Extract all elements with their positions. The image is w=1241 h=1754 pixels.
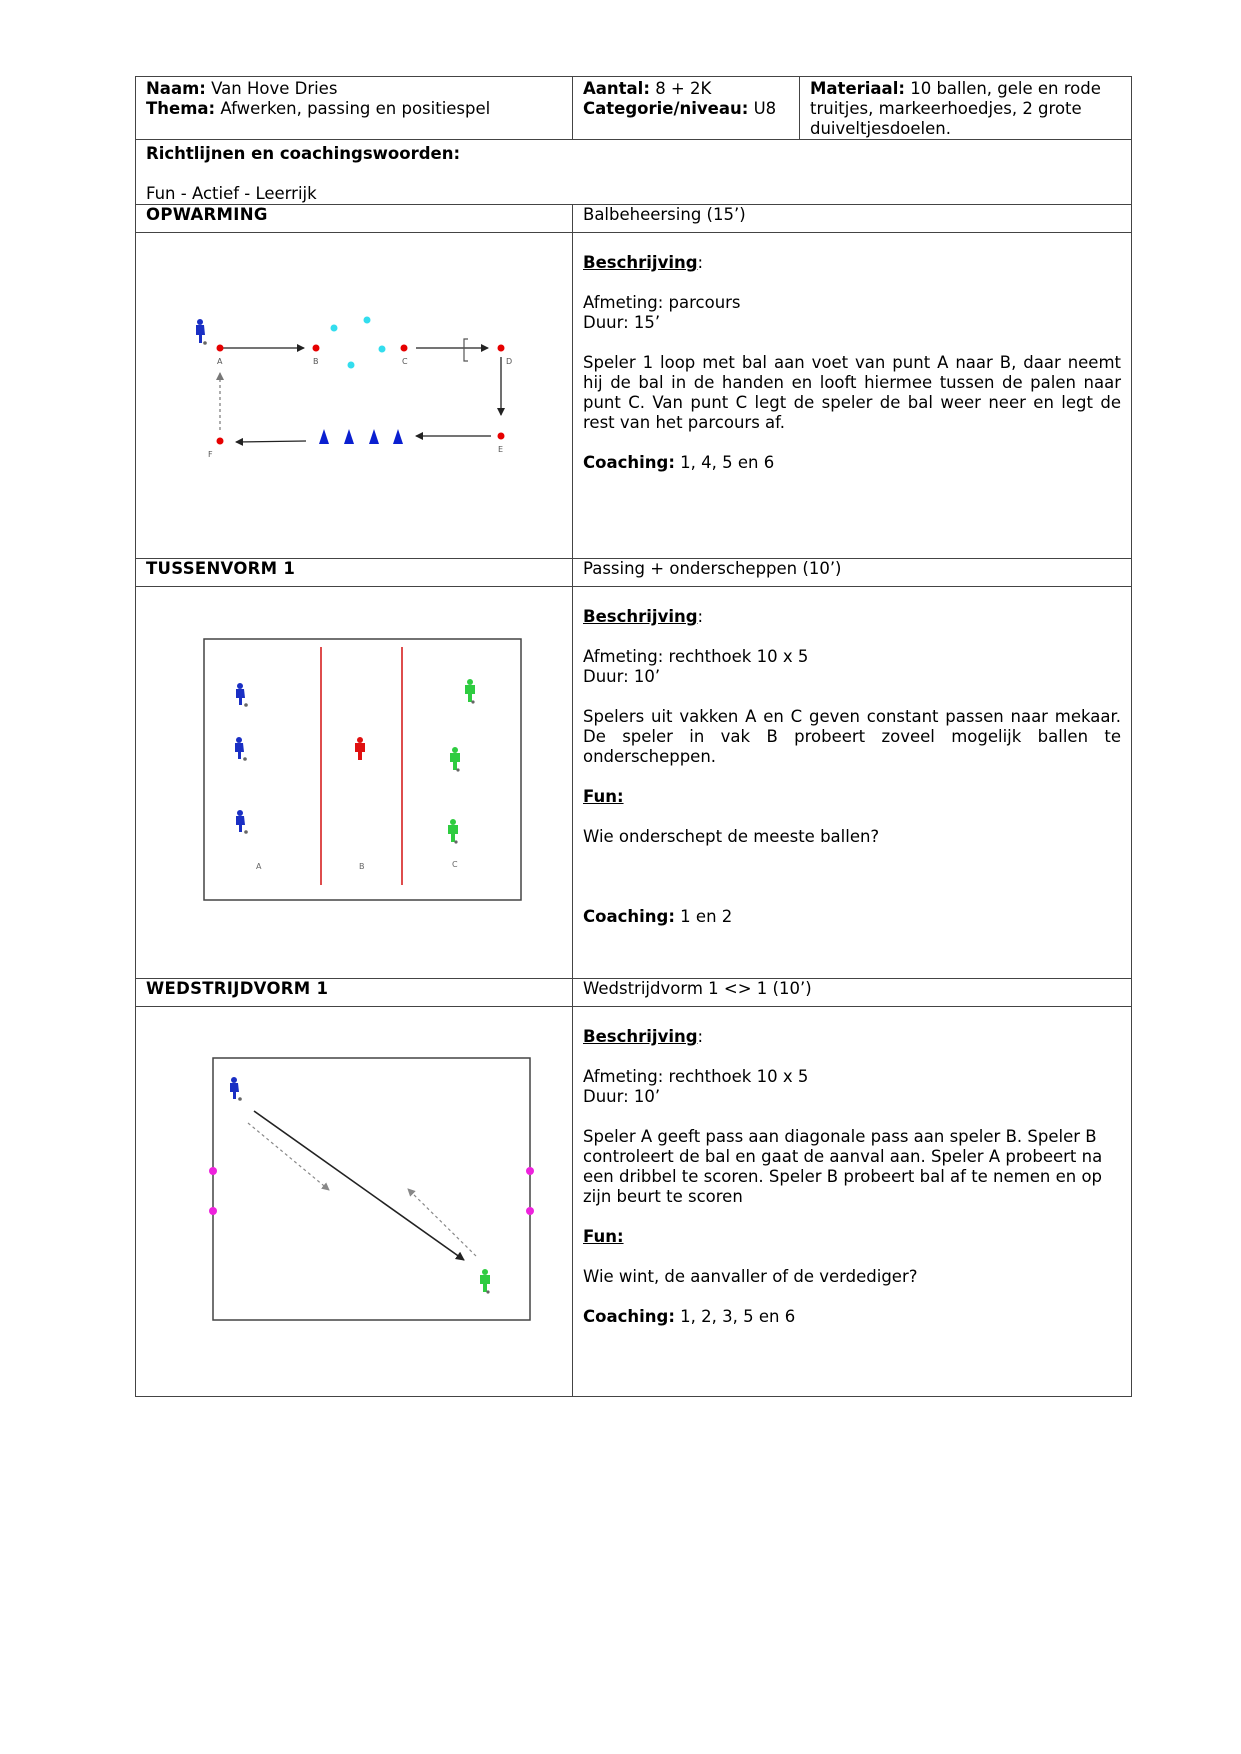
wedstrijdvorm-body-row [136, 1007, 1132, 1397]
tussenvorm-diagram [146, 587, 583, 978]
route-arrow-cones-f [236, 441, 306, 442]
wedstrijdvorm-diagram [146, 1007, 583, 1396]
naam-label: Naam: [146, 79, 206, 98]
categorie-label: Categorie/niveau: [583, 99, 749, 118]
red-marker-d [498, 345, 505, 352]
tussenvorm-text: Spelers uit vakken A en C geven constant passen naar mekaar. De speler in vak B probeert zoveel mogelijk ballen te onderscheppen. [583, 707, 1121, 766]
tussenvorm-fun-label: Fun: [583, 787, 624, 806]
opwarming-header-row [136, 205, 1132, 233]
point-label-f: F [208, 450, 213, 459]
tussenvorm-header-row [136, 559, 1132, 587]
wedstrijdvorm-coaching-value: 1, 2, 3, 5 en 6 [680, 1307, 796, 1326]
naam-line [146, 79, 562, 99]
thema-line [146, 99, 562, 119]
header-materiaal-cell [800, 77, 1132, 140]
cone-icon [319, 429, 329, 444]
cyan-pole-icon [331, 325, 338, 332]
materiaal-value: 10 ballen, gele en rode truitjes, markeerhoedjes, 2 grote duiveltjesdoelen. [810, 79, 1101, 138]
red-marker-b [313, 345, 320, 352]
green-player-icon [448, 819, 458, 844]
dribble-arrow-b [408, 1189, 476, 1256]
opwarming-beschrijving-label: Beschrijving [583, 253, 698, 272]
blue-player-icon [236, 683, 248, 707]
wedstrijdvorm-subtitle: Wedstrijdvorm 1 <> 1 (10’) [573, 979, 1132, 1007]
guidelines-title: Richtlijnen en coachingswoorden: [146, 144, 461, 163]
cone-icon [344, 429, 354, 444]
tussenvorm-diagram-cell [136, 587, 573, 979]
red-marker-c [401, 345, 408, 352]
header-aantal-cell [573, 77, 800, 140]
green-player-icon [450, 747, 460, 772]
blue-player-icon [235, 737, 247, 761]
zone-label-a: A [256, 862, 262, 871]
point-label-a: A [217, 357, 223, 366]
opwarming-title: OPWARMING [136, 205, 573, 233]
wedstrijdvorm-description-cell: Beschrijving: Afmeting: rechthoek 10 x 5 Duur: 10’ Speler A geeft pass aan diagonale pass aan speler B. Speler B controleert de bal en gaat de aanval aan. Speler A probeert na een dribbel te scoren. Speler B probeert bal af te nemen en op zijn beurt te scoren Fun: Wie wint, de aanvaller of de verdediger? Coaching: 1, 2, 3, 5 en 6 [573, 1007, 1132, 1397]
opwarming-text: Speler 1 loop met bal aan voet van punt A naar B, daar neemt hij de bal in de handen en looft hiermee tussen de palen naar punt C. Van punt C legt de speler de bal weer neer en legt de rest van het parcours af. [583, 353, 1121, 432]
tussenvorm-fun-value: Wie onderschept de meeste ballen? [583, 827, 880, 846]
categorie-value: U8 [753, 99, 777, 118]
wedstrijdvorm-fun-label: Fun: [583, 1227, 624, 1246]
wedstrijdvorm-afmeting: Afmeting: rechthoek 10 x 5 [583, 1067, 809, 1086]
categorie-line [583, 99, 789, 119]
opwarming-diagram [146, 233, 583, 558]
opwarming-coaching-value: 1, 4, 5 en 6 [680, 453, 775, 472]
cyan-pole-icon [364, 317, 371, 324]
tussenvorm-coaching-label: Coaching: [583, 907, 675, 926]
point-label-b: B [313, 357, 319, 366]
tussenvorm-title: TUSSENVORM 1 [136, 559, 573, 587]
training-plan-table [135, 76, 1132, 1397]
tussenvorm-beschrijving-label: Beschrijving [583, 607, 698, 626]
guidelines-text: Fun - Actief - Leerrijk [146, 184, 317, 203]
tussenvorm-body-row [136, 587, 1132, 979]
wedstrijdvorm-text: Speler A geeft pass aan diagonale pass aan speler B. Speler B controleert de bal en gaat de aanval aan. Speler A probeert na een dribbel te scoren. Speler B probeert bal af te nemen en op zijn beurt te scoren [583, 1127, 1103, 1206]
cone-icon [393, 429, 403, 444]
opwarming-duur: Duur: 15’ [583, 313, 661, 332]
training-sheet [135, 76, 1131, 1397]
wedstrijdvorm-title: WEDSTRIJDVORM 1 [136, 979, 573, 1007]
diagonal-pass-arrow [254, 1111, 464, 1260]
opwarming-description-cell: Beschrijving: Afmeting: parcours Duur: 15’ Speler 1 loop met bal aan voet van punt A naar B, daar neemt hij de bal in de handen en looft hiermee tussen de palen naar punt C. Van punt C legt de speler de bal weer neer en legt de rest van het parcours af. Coaching: 1, 4, 5 en 6 [573, 233, 1132, 559]
tussenvorm-duur: Duur: 10’ [583, 667, 661, 686]
wedstrijdvorm-duur: Duur: 10’ [583, 1087, 661, 1106]
opwarming-body-row [136, 233, 1132, 559]
goal-post-right-bottom [526, 1207, 534, 1215]
tussenvorm-subtitle: Passing + onderscheppen (10’) [573, 559, 1132, 587]
zone-label-c: C [452, 860, 458, 869]
goal-post-left-bottom [209, 1207, 217, 1215]
blue-player-icon [230, 1077, 242, 1101]
tussenvorm-afmeting: Afmeting: rechthoek 10 x 5 [583, 647, 809, 666]
tussenvorm-coaching-value: 1 en 2 [680, 907, 733, 926]
opwarming-subtitle: Balbeheersing (15’) [573, 205, 1132, 233]
field-rectangle [204, 639, 521, 900]
red-marker-e [498, 433, 505, 440]
header-row [136, 77, 1132, 140]
materiaal-label: Materiaal: [810, 79, 905, 98]
aantal-line [583, 79, 789, 99]
aantal-label: Aantal: [583, 79, 650, 98]
red-marker-a [217, 345, 224, 352]
thema-label: Thema: [146, 99, 216, 118]
point-label-c: C [402, 357, 408, 366]
blue-player-icon [236, 810, 248, 834]
cone-icon [369, 429, 379, 444]
wedstrijdvorm-fun-value: Wie wint, de aanvaller of de verdediger? [583, 1267, 918, 1286]
opwarming-afmeting: Afmeting: parcours [583, 293, 741, 312]
red-player-icon [355, 737, 365, 760]
wedstrijdvorm-beschrijving-label: Beschrijving [583, 1027, 698, 1046]
naam-value: Van Hove Dries [211, 79, 338, 98]
goal-post-right-top [526, 1167, 534, 1175]
aantal-value: 8 + 2K [655, 79, 712, 98]
point-label-e: E [498, 445, 504, 454]
blue-player-icon [196, 319, 207, 345]
cyan-pole-icon [379, 346, 386, 353]
green-player-icon [480, 1269, 490, 1294]
point-label-d: D [506, 357, 513, 366]
wedstrijdvorm-coaching-label: Coaching: [583, 1307, 675, 1326]
goal-post-left-top [209, 1167, 217, 1175]
cyan-pole-icon [348, 362, 355, 369]
opwarming-diagram-cell [136, 233, 573, 559]
mini-goal-icon [464, 339, 468, 361]
thema-value: Afwerken, passing en positiespel [220, 99, 491, 118]
zone-label-b: B [359, 862, 365, 871]
guidelines-row [136, 140, 1132, 205]
guidelines-cell [136, 140, 1132, 205]
wedstrijdvorm-diagram-cell [136, 1007, 573, 1397]
header-naam-thema-cell [136, 77, 573, 140]
wedstrijdvorm-header-row [136, 979, 1132, 1007]
red-marker-f [217, 438, 224, 445]
tussenvorm-description-cell: Beschrijving: Afmeting: rechthoek 10 x 5 Duur: 10’ Spelers uit vakken A en C geven constant passen naar mekaar. De speler in vak B probeert zoveel mogelijk ballen te onderscheppen. Fun: Wie onderschept de meeste ballen? Coaching: 1 en 2 [573, 587, 1132, 979]
green-player-icon [465, 679, 475, 704]
opwarming-coaching-label: Coaching: [583, 453, 675, 472]
